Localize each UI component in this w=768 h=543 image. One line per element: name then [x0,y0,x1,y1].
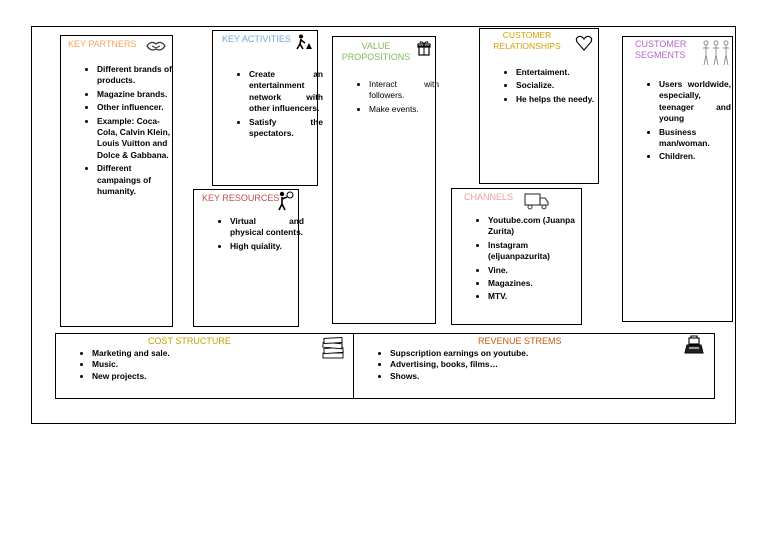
key-activities-title: KEY ACTIVITIES [222,34,291,44]
list-item: • Socialize. [516,80,600,91]
cash-register-icon [683,335,705,360]
list-item: • Users worldwide, especially, teenager and young [659,79,731,125]
list-item: • Make events. [369,104,439,115]
list-item: • Youtube.com (Juanpa Zurita) [488,215,578,238]
gift-icon [417,40,431,61]
key-activities-box [212,30,323,186]
cost-structure-box [55,333,354,399]
list-item: • Marketing and sale. [92,348,312,359]
list-item: • Other influencer. [97,102,177,113]
customer-relationships-box [479,28,599,184]
channels-title: CHANNELS [464,192,514,202]
key-partners-list [71,64,177,199]
list-item: • Instagram (eljuanpazurita) [488,240,578,263]
list-item: • Different campaings of humanity. [97,163,177,197]
list-item: • Different brands of products. [97,64,177,87]
channels-box [451,188,582,325]
money-stack-icon [321,336,345,365]
list-item: • Vine. [488,265,578,276]
truck-icon [524,192,550,215]
channels-list [462,215,578,305]
key-activities-list [223,69,323,141]
worker-icon [295,34,313,55]
key-resources-box [193,189,304,327]
customer-relationships-list [490,67,600,107]
customer-segments-title: CUSTOMER SEGMENTS [635,39,687,60]
list-item: • Business man/woman. [659,127,731,150]
list-item: • Example: Coca-Cola, Calvin Klein, Louis Vuitton and Dolce & Gabbana. [97,116,177,162]
value-propositions-box [332,36,439,324]
list-item: • Advertising, books, films… [390,359,650,370]
key-resources-list [204,216,304,254]
list-item: • High quiality. [230,241,304,252]
handshake-icon [145,38,167,59]
list-item: • Children. [659,151,731,162]
list-item: • Entertaiment. [516,67,600,78]
key-partners-title: KEY PARTNERS [68,39,137,49]
list-item: • New projects. [92,371,312,382]
customer-relationships-title: CUSTOMER RELATIONSHIPS [493,30,561,51]
list-item: • Supscription earnings on youtube. [390,348,650,359]
value-propositions-title: VALUE PROPOSITIONS [341,41,411,62]
list-item: • Shows. [390,371,650,382]
revenue-streams-box [353,333,715,399]
value-propositions-list [343,79,439,117]
list-item: • Create an entertainment network with other influencers. [249,69,323,115]
list-item: • Interact with followers. [369,79,439,102]
key-resources-title: KEY RESOURCES [202,193,280,203]
cost-structure-title: COST STRUCTURE [148,336,231,346]
customer-segments-list [633,79,731,165]
cost-structure-list [66,348,312,382]
people-icon [701,39,731,74]
list-item: • Magazine brands. [97,89,177,100]
key-partners-box [60,35,173,327]
list-item: • Virtual and physical contents. [230,216,304,239]
list-item: • Magazines. [488,278,578,289]
list-item: • Satisfy the spectators. [249,117,323,140]
list-item: • MTV. [488,291,578,302]
heart-icon [575,35,593,56]
list-item: • He helps the needy. [516,94,600,105]
worker-tools-icon [276,191,294,216]
revenue-streams-title: REVENUE STREMS [478,336,562,346]
customer-segments-box [622,36,733,322]
list-item: • Music. [92,359,312,370]
revenue-streams-list [364,348,650,382]
